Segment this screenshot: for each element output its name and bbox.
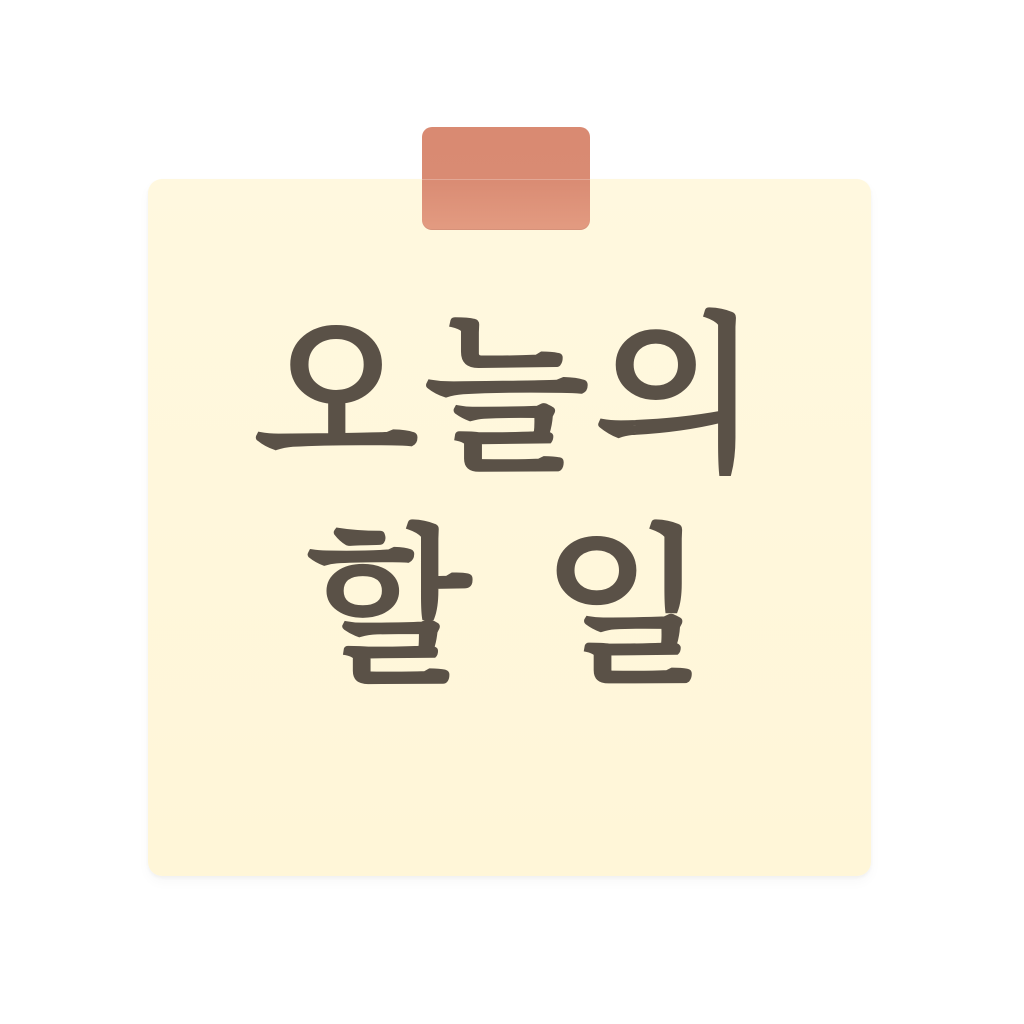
note-title — [148, 300, 871, 707]
title-line-2: 할 일 — [306, 509, 713, 708]
title-line-1: 오늘의 — [254, 298, 765, 496]
tape — [422, 127, 590, 230]
